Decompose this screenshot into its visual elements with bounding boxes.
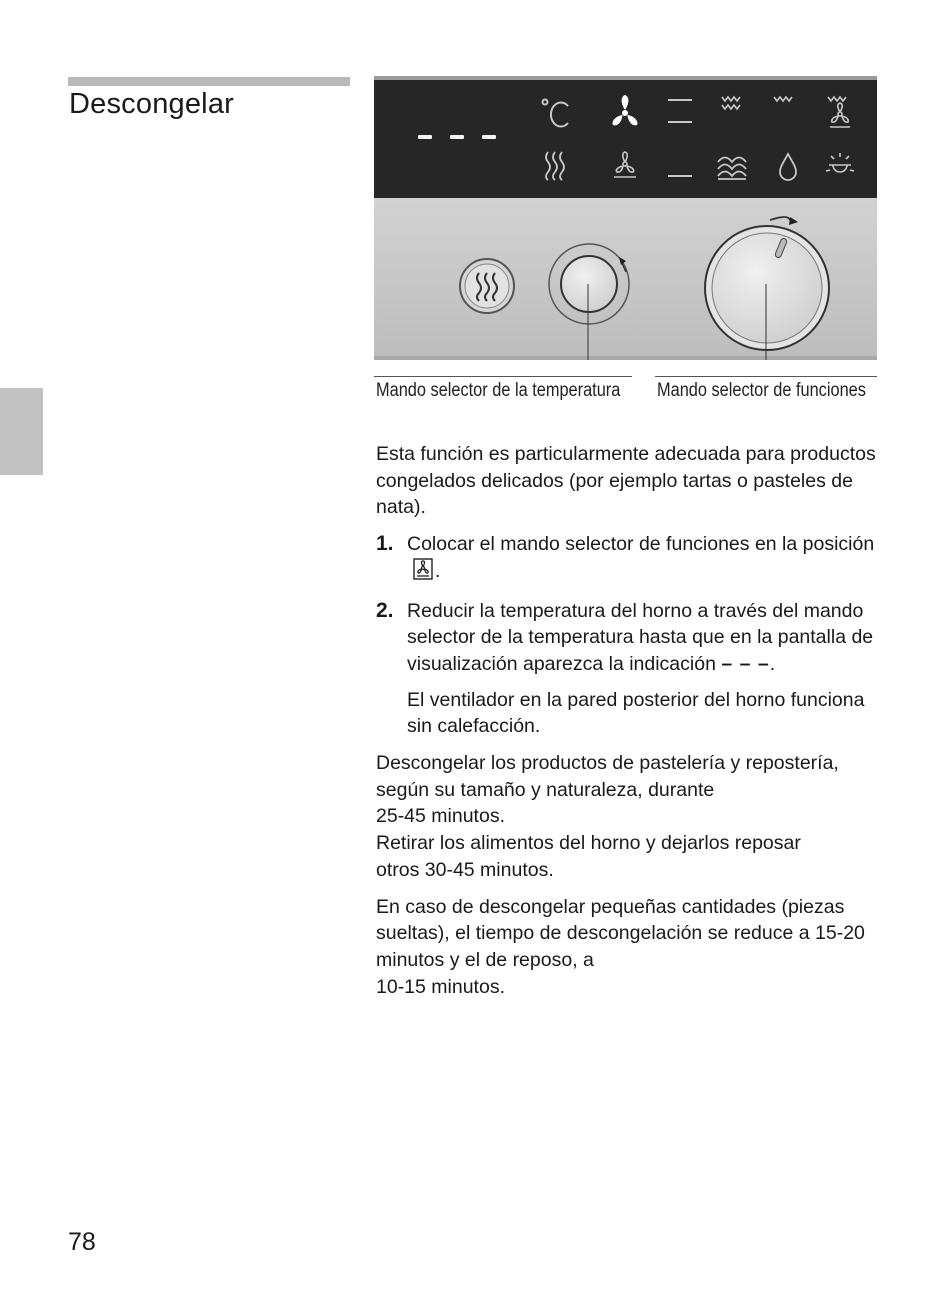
page-title: Descongelar xyxy=(69,88,235,120)
small-quantities-paragraph xyxy=(376,894,881,1001)
display-dashes: – – – xyxy=(721,652,770,675)
small-quantities-text: En caso de descongelar pequeñas cantidades (piezas sueltas), el tiempo de descongelación se reduce a 15-20 minutos y el de reposo, a xyxy=(376,895,865,971)
caption-rule-function xyxy=(655,376,877,377)
temperature-knob-caption: Mando selector de la temperatura xyxy=(376,380,621,401)
defrost-text: Descongelar los productos de pastelería y repostería, según su tamaño y naturaleza, durante xyxy=(376,752,839,801)
defrost-fan-icon xyxy=(413,558,433,588)
temperature-knob xyxy=(549,244,629,324)
step-text-end: . xyxy=(769,652,776,675)
rest-duration: otros 30-45 minutos. xyxy=(376,858,554,881)
function-knob-caption: Mando selector de funciones xyxy=(657,380,866,401)
step-text: Colocar el mando selector de funciones en la posición xyxy=(407,533,875,556)
step-number: 1. xyxy=(376,532,394,556)
caption-rule-temperature xyxy=(374,376,632,377)
quick-heat-button xyxy=(460,259,514,313)
display-digits xyxy=(418,135,496,139)
step-note: El ventilador en la pared posterior del horno funciona sin calefacción. xyxy=(407,688,865,738)
intro-paragraph: Esta función es particularmente adecuada para productos congelados delicados (por ejemplo tartas o pasteles de nata). xyxy=(376,443,876,519)
oven-control-panel-illustration xyxy=(374,76,877,360)
defrost-paragraph xyxy=(376,750,881,884)
section-top-rule xyxy=(68,77,350,86)
step-2 xyxy=(376,598,881,678)
rest-text: Retirar los alimentos del horno y dejarlos reposar xyxy=(376,832,801,855)
instructions-body xyxy=(376,441,881,1000)
small-quantities-duration: 10-15 minutos. xyxy=(376,975,505,998)
defrost-duration: 25-45 minutos. xyxy=(376,805,505,828)
step-number: 2. xyxy=(376,598,394,622)
step-text-end: . xyxy=(435,559,441,582)
step-text: Reducir la temperatura del horno a través del mando selector de la temperatura hasta que en la pantalla de visualización aparezca la indicación xyxy=(407,599,874,675)
step-1 xyxy=(376,531,881,587)
chapter-side-tab xyxy=(0,388,43,475)
page-number: 78 xyxy=(68,1228,96,1256)
